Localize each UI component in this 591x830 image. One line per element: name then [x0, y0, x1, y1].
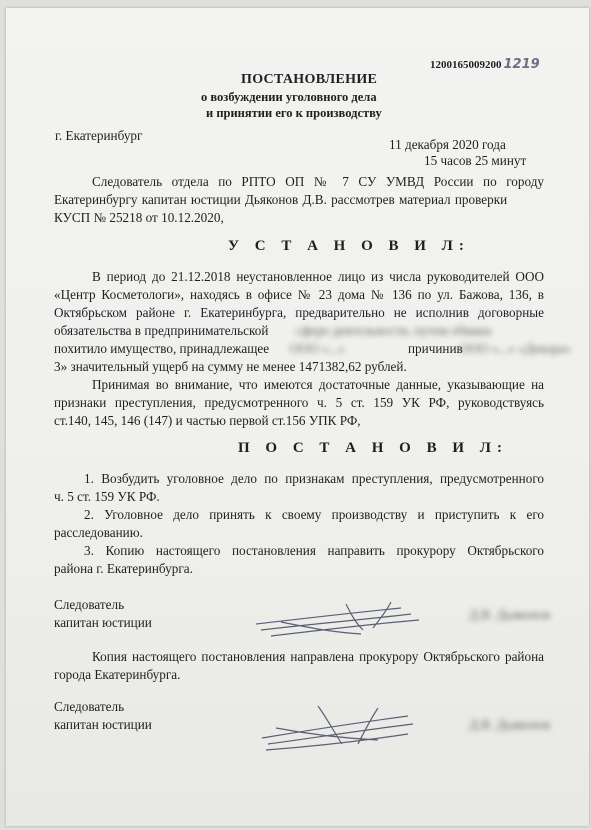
- signature-2: [258, 698, 418, 754]
- established-p2-line-1: Принимая во внимание, что имеются достаточные данные, указывающие на: [92, 377, 544, 392]
- time: 15 часов 25 минут: [424, 153, 527, 168]
- established-line-2: «Центр Косметологи», находясь в офисе № 23 дома № 136 по ул. Бажова, 136, в: [54, 287, 544, 302]
- established-heading: У С Т А Н О В И Л:: [228, 238, 470, 254]
- signer2-name: Д.В. Дьяконов: [469, 717, 550, 732]
- copy-note-line-1: Копия настоящего постановления направлена прокурору Октябрьского района: [92, 649, 544, 664]
- intro-line-3: КУСП № 25218 от 10.12.2020,: [54, 210, 224, 225]
- decree-2-line-2: расследованию.: [54, 525, 143, 540]
- decree-3-line-1: 3. Копию настоящего постановления направить прокурору Октябрьского: [84, 543, 544, 558]
- decree-1-line-2: ч. 5 ст. 159 УК РФ.: [54, 489, 160, 504]
- blurred-text-2: ООО «...»: [290, 341, 345, 356]
- intro-line-1: Следователь отдела по РПТО ОП № 7 СУ УМВД России по городу: [92, 174, 544, 189]
- established-p2-line-3: ст.140, 145, 146 (147) и частью первой ст.156 УПК РФ,: [54, 413, 361, 428]
- copy-note-line-2: города Екатеринбурга.: [54, 667, 181, 682]
- established-line-3: Октябрьском районе г. Екатеринбурга, предварительно не исполнив договорные: [54, 305, 544, 320]
- established-p2-line-2: признаки преступления, предусмотренного ч. 5 ст. 159 УК РФ, руководствуясь: [54, 395, 544, 410]
- city: г. Екатеринбург: [55, 128, 143, 143]
- signer-name: Д.В. Дьяконов: [469, 607, 550, 622]
- date: 11 декабря 2020 года: [389, 137, 506, 152]
- intro-line-2-text: Екатеринбургу капитан юстиции Дьяконов Д.В. рассмотрев материал проверки: [54, 192, 508, 207]
- decree-3-line-2: района г. Екатеринбурга.: [54, 561, 193, 576]
- decreed-heading: П О С Т А Н О В И Л:: [238, 440, 508, 456]
- signer2-title-1: Следователь: [54, 699, 125, 714]
- established-line-5-text: похитило имущество, принадлежащее: [54, 341, 270, 356]
- signer-title-2: капитан юстиции: [54, 615, 152, 630]
- established-line-4-text: обязательства в предпринимательской: [54, 323, 269, 338]
- document-number: [430, 57, 540, 72]
- decree-1-line-1: 1. Возбудить уголовное дело по признакам преступления, предусмотренного: [84, 471, 544, 486]
- decree-2-line-1: 2. Уголовное дело принять к своему производству и приступить к его: [84, 507, 544, 522]
- signature-1: [251, 594, 426, 644]
- blurred-text-1: сфере деятельности, путем обмана: [296, 323, 492, 338]
- established-line-5: [54, 340, 572, 358]
- established-line-5-tail: причинив: [408, 341, 463, 356]
- document-page: [6, 8, 589, 826]
- established-line-6: 3» значительный ущерб на сумму не менее 1471382,62 рублей.: [54, 359, 407, 374]
- document-subtitle-line-1: о возбуждении уголовного дела: [201, 90, 377, 104]
- intro-line-2: [54, 191, 507, 209]
- blurred-text-3: ООО «...» «Декора»: [460, 341, 572, 356]
- established-line-1: В период до 21.12.2018 неустановленное лицо из числа руководителей ООО: [92, 269, 544, 284]
- document-subtitle-line-2: и принятии его к производству: [206, 106, 382, 120]
- document-number-handwritten: 1219: [503, 57, 540, 72]
- document-number-printed: 1200165009200: [430, 59, 502, 71]
- established-line-4: [54, 322, 544, 340]
- signer2-title-2: капитан юстиции: [54, 717, 152, 732]
- document-title: ПОСТАНОВЛЕНИЕ: [241, 72, 378, 87]
- signer-title-1: Следователь: [54, 597, 125, 612]
